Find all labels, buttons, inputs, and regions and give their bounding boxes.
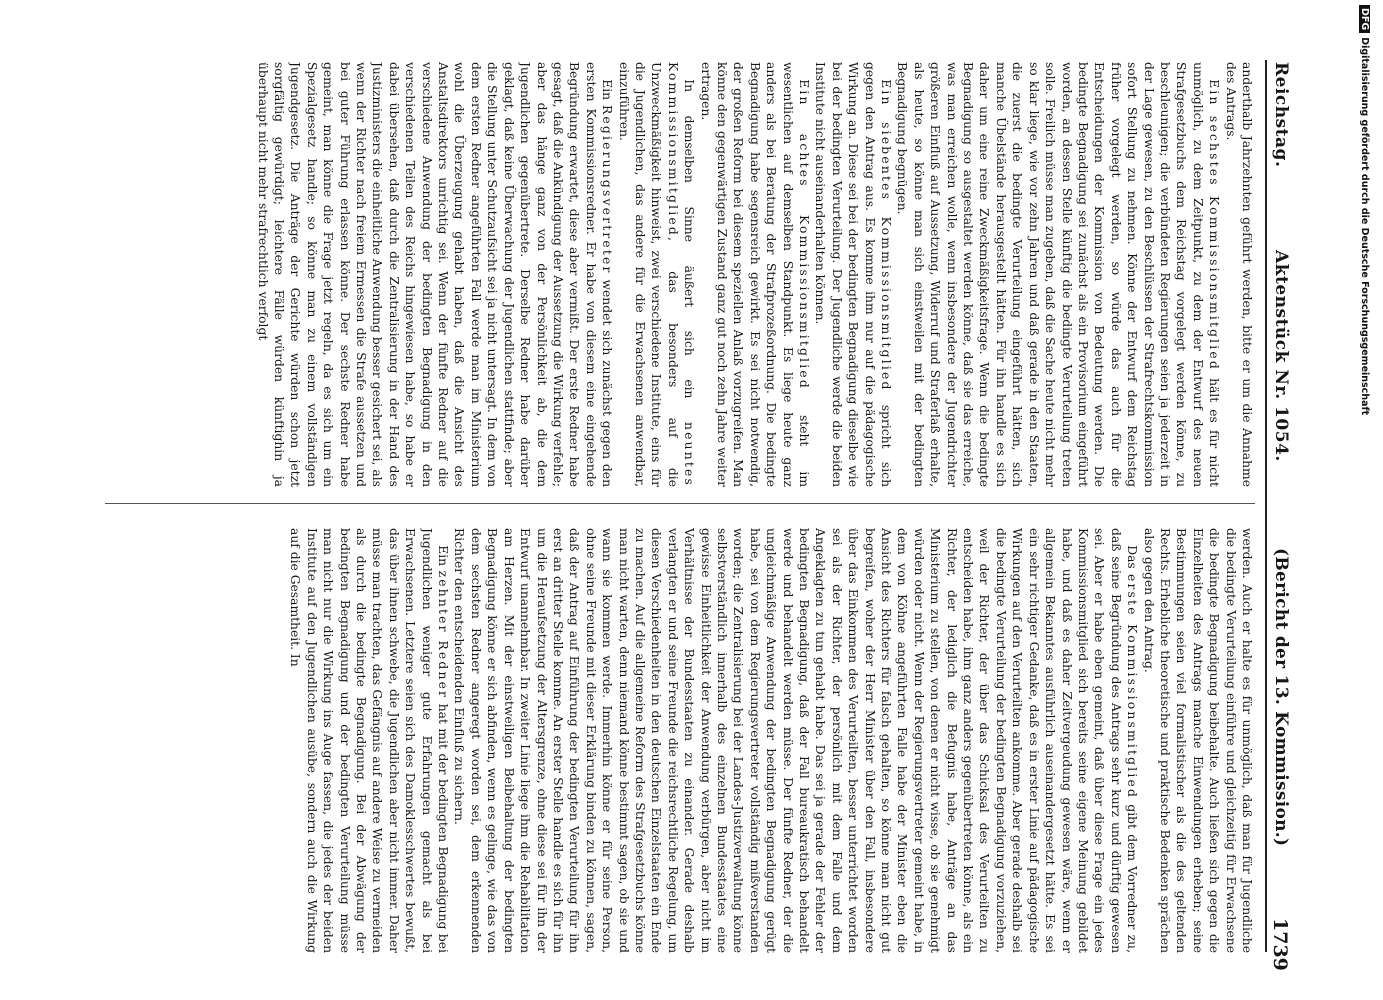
digitization-credit xyxy=(1359,5,1370,415)
paragraph xyxy=(1140,528,1255,953)
paragraph-text: spricht sich gegen den Antrag aus. Es komme ihm nur auf die pädagogische Wirkung an. Diese sei bei der bedingten Begnadigung dieselbe wie bei der bedingten Verurteilung. Der Jugendliche werde die beiden Institute nicht auseinanderhalten können. xyxy=(813,62,894,487)
paragraph xyxy=(894,62,1222,487)
page-number: 1739 xyxy=(1269,918,1291,971)
paragraph-text: hält es für nicht unmöglich, zu dem Zeitpunkt, zu dem der Entwurf des neuen Strafgesetzbuchs dem Reichstag vorgelegt werden könne, zu beschleunigen; die verbündeten Regierungen seien ja jederzeit in der Lage gewesen, zu den Beschlüssen der Strafrechtskommission sofort Stellung zu nehmen. Könne der Entwurf dem Reichstag früher vorgelegt werden, so würde das auch für die Entscheidungen der Kommission von Bedeutung werden. Die bedingte Begnadigung sei zunächst als ein Provisorium eingeführt worden, an dessen Stelle künftig die bedingte Verurteilung treten solle. Freilich müsse man zugeben, daß die Sache heute nicht mehr so klar liege, wie vor zehn Jahren und daß gerade in den Staaten, die zuerst die bedingte Verurteilung eingeführt hätten, sich manche Übelstände herausgestellt hätten. Für ihn handle es sich daher um eine reine Zweckmäßigkeitsfrage. Wenn die bedingte Begnadigung so ausgestaltet werden könne, daß sie das erreiche, was man erreichen wolle, wenn insbesondere der Jugendrichter größeren Einfluß auf Aussetzung, Widerruf und Straferlaß erhalte, als heute, so könne man sich einstweilen mit der bedingten Begnadigung begnügen. xyxy=(895,62,1222,487)
paragraph-text: wendet sich zunächst gegen den ersten Kommissionsredner. Er habe von diesem eine eingehende Begründung erwartet, diese aber vermißt. Der erste Redner habe gesagt, daß die Ankündigung der Aussetzung die Wirkung verfehle; aber das hänge ganz von der Persönlichkeit ab, die dem Jugendlichen gegenübertrete. Derselbe Redner habe darüber geklagt, daß keine Überwachung der Jugendlichen stattfinde; aber die Stellung unter Schutzaufsicht sei ja nicht untersagt. In dem von dem ersten Redner angeführten Fall werde man im Ministerium wohl die Überzeugung gehabt haben, daß die Ansicht des Anstaltsdirektors unrichtig sei. Wenn der fünfte Redner auf die verschiedene Anwendung der bedingten Begnadigung in den verschiedenen Teilen des Reichs hingewiesen habe, so habe er dabei übersehen, daß durch die Zentralisierung in der Hand des Justizministers die einheitliche Anwendung besser gesichert sei, als wenn der Richter nach freiem Ermessen die Strafe aussetzen und bei guter Führung erlassen könne. Der sechste Redner habe gemeint, man könne die Frage jetzt regeln, da es sich um ein Spezialgesetz handle; so könne man zu einem vollständigen Jugendgesetz. Die Anträge der Gerichte würden schon jetzt sorgfältig gewürdigt; leichtere Fälle würden künftighin ja überhaupt nicht mehr strafrechtlich verfolgt xyxy=(255,62,615,487)
right-column xyxy=(105,528,1255,953)
speaker-label: Regierungsvertreter xyxy=(600,104,615,275)
paragraph-text: , das besonders auf die Unzweckmäßigkeit hinweist, zwei verschiedene Institute, eins für die Jugendlichen, das andere für die Erwachsenen anwendbar, einzuführen. xyxy=(616,62,680,487)
paragraph xyxy=(287,528,451,953)
speaker-label: zehnter Redner xyxy=(436,570,451,700)
paragraph xyxy=(1222,62,1255,487)
speaker-label: Ein sechstes Kommissionsmitglied xyxy=(1207,79,1222,371)
paragraph-text: hat mit der bedingten Begnadigung bei Jugendlichen weniger gute Erfahrungen gemacht als bei Erwachsenen. Letztere seien sich des Damoklesschwertes bewußt, das über ihnen schwebe, die Jugendlichen aber nicht immer. Daher müsse man trachten, das Gefängnis auf andere Weise zu vermeiden als durch die bedingte Begnadigung. Bei der Abwägung der bedingten Begnadigung und der bedingten Verurteilung müsse man nicht nur die Wirkung ins Auge fassen, die jedes der beiden Institute auf den Jugendlichen ausübe, sondern auch die Wirkung auf die Gesamtheit. In xyxy=(288,528,451,953)
speaker-label: Ein achtes Kommissionsmitglied xyxy=(797,79,812,390)
header-left: Reichstag. xyxy=(1271,62,1291,168)
paragraph xyxy=(697,62,812,487)
paragraph-text: In demselben Sinne äußert sich ein xyxy=(682,79,697,423)
paragraph-text: Ein xyxy=(600,79,615,105)
column-divider xyxy=(105,503,1255,504)
paragraph xyxy=(451,528,1140,953)
paragraph xyxy=(812,62,894,487)
speaker-label: neuntes Kommissionsmitglied xyxy=(665,62,697,487)
paragraph xyxy=(254,62,615,487)
dfg-logo: DFG xyxy=(1359,5,1370,33)
paragraph xyxy=(615,62,697,487)
header-report-title: (Bericht der 13. Kommission.) xyxy=(1271,548,1291,847)
paragraph-text: Ein xyxy=(436,545,451,571)
paragraph-text: anderthalb Jahrzehnten geführt werden, bitte er um die Annahme des Antrags. xyxy=(1223,62,1254,487)
header-rule xyxy=(1265,60,1267,952)
paragraph-text: gibt dem Vorredner zu, daß seine Begründung des Antrags sehr kurz und dürftig gewesen sei. Aber er habe eben gemeint, daß über diese Frage ein jedes Kommissionsmitglied sich bereits seine eigene Meinung gebildet habe, und daß es daher Zeitvergeudung gewesen wäre, wenn er allgemein Bekanntes ausführlich auseinandergesetzt hätte. Es sei ein sehr richtiger Gedanke, daß es in erster Linie auf pädagogische Wirkungen auf den Verurteilten ankomme. Aber gerade deshalb sei die bedingte Verurteilung der bedingten Begnadigung vorzuziehen, weil der Richter, der über das Schicksal des Verurteilten zu entscheiden habe, ihm ganz anders gegenübertreten könne, als ein Richter, der lediglich die Befugnis habe, Anträge an das Ministerium zu stellen, von denen er nicht wisse, ob sie genehmigt würden oder nicht. Wenn der Regierungsvertreter gemeint habe, in dem von Köhne angeführten Falle habe der Minister eben die Ansicht des Richters für falsch gehalten, so könne man nicht gut begreifen, woher der Herr Minister über den Fall, insbesondere über das Einkommen des Verurteilten, besser unterrichtet worden sei als der Richter, der persönlich mit dem Falle und dem Angeklagten zu tun gehabt habe. Das sei ja gerade der Fehler der bedingten Begnadigung, daß der Fall bureaukratisch behandelt werde und behandelt werden müsse. Der fünfte Redner, der die ungleichmäßige Anwendung der bedingten Begnadigung gerügt habe, sei von dem Regierungsvertreter vollständig mißverstanden worden; die Zentralisierung bei der Landes-Justizverwaltung könne selbstverständlich innerhalb des einzelnen Bundesstaates eine gewisse Einheitlichkeit der Anwendung verbürgen, aber nicht im Verhältnisse der Bundesstaaten zu einander. Gerade deshalb verlangten er und seine Freunde die reichsrechtliche Regelung, um diesen Verschiedenheiten in den deutschen Einzelstaaten ein Ende zu machen. Auf die allgemeine Reform des Strafgesetzbuchs könne man nicht warten, denn niemand könne bestimmt sagen, ob sie und wann sie kommen werde. Immerhin könne er für seine Person, ohne seine Freunde mit dieser Erklärung binden zu können, sagen, daß der Antrag auf Einführung der bedingten Verurteilung für ihn erst an dritter Stelle komme. An erster Stelle handle es sich für ihn um die Heraufsetzung der Altersgrenze, ohne diese sei für ihn der Entwurf unannehmbar. In zweiter Linie liege ihm die Rehabilitation am Herzen. Mit der einstweiligen Beibehaltung der bedingten Begnadigung könne er sich abfinden, wenn es gelinge, wie das von dem sechsten Redner angeregt worden sei, dem erkennenden Richter den entscheidenden Einfluß zu sichern. xyxy=(452,528,1140,953)
left-column xyxy=(105,62,1255,487)
page-header xyxy=(1251,0,1291,1000)
paragraph-text: Das xyxy=(1125,545,1140,574)
header-document-number: Aktenstück Nr. 1054. xyxy=(1271,250,1291,462)
paragraph-text: werden. Auch er halte es für unmöglich, daß man für Jugendliche die bedingte Verurteilung einführe und gleichzeitig für Erwachsene die bedingte Begnadigung beibehalte. Auch ließen sich gegen die Einzelheiten des Antrags manche Einwendungen erheben; seine Bestimmungen seien viel formalistischer als die des geltenden Rechts. Erhebliche theoretische und praktische Bedenken sprächen also gegen den Antrag. xyxy=(1141,528,1254,953)
paragraph-text: steht im wesentlichen auf demselben Standpunkt. Es liege heute ganz anders als bei Beratung der Strafprozeßordnung. Die bedingte Begnadigung habe segensreich gewirkt. Es sei nicht notwendig, der großen Reform bei diesem speziellen Anlaß vorzugreifen. Man könne den gegenwärtigen Zustand ganz gut noch zehn Jahre weiter ertragen. xyxy=(698,62,812,487)
credit-text: Digitalisierung gefördert durch die Deutsche Forschungsgemeinschaft xyxy=(1359,37,1370,416)
speaker-label: Ein siebentes Kommissionsmitglied xyxy=(879,79,894,392)
speaker-label: erste Kommissionsmitglied xyxy=(1125,573,1140,800)
